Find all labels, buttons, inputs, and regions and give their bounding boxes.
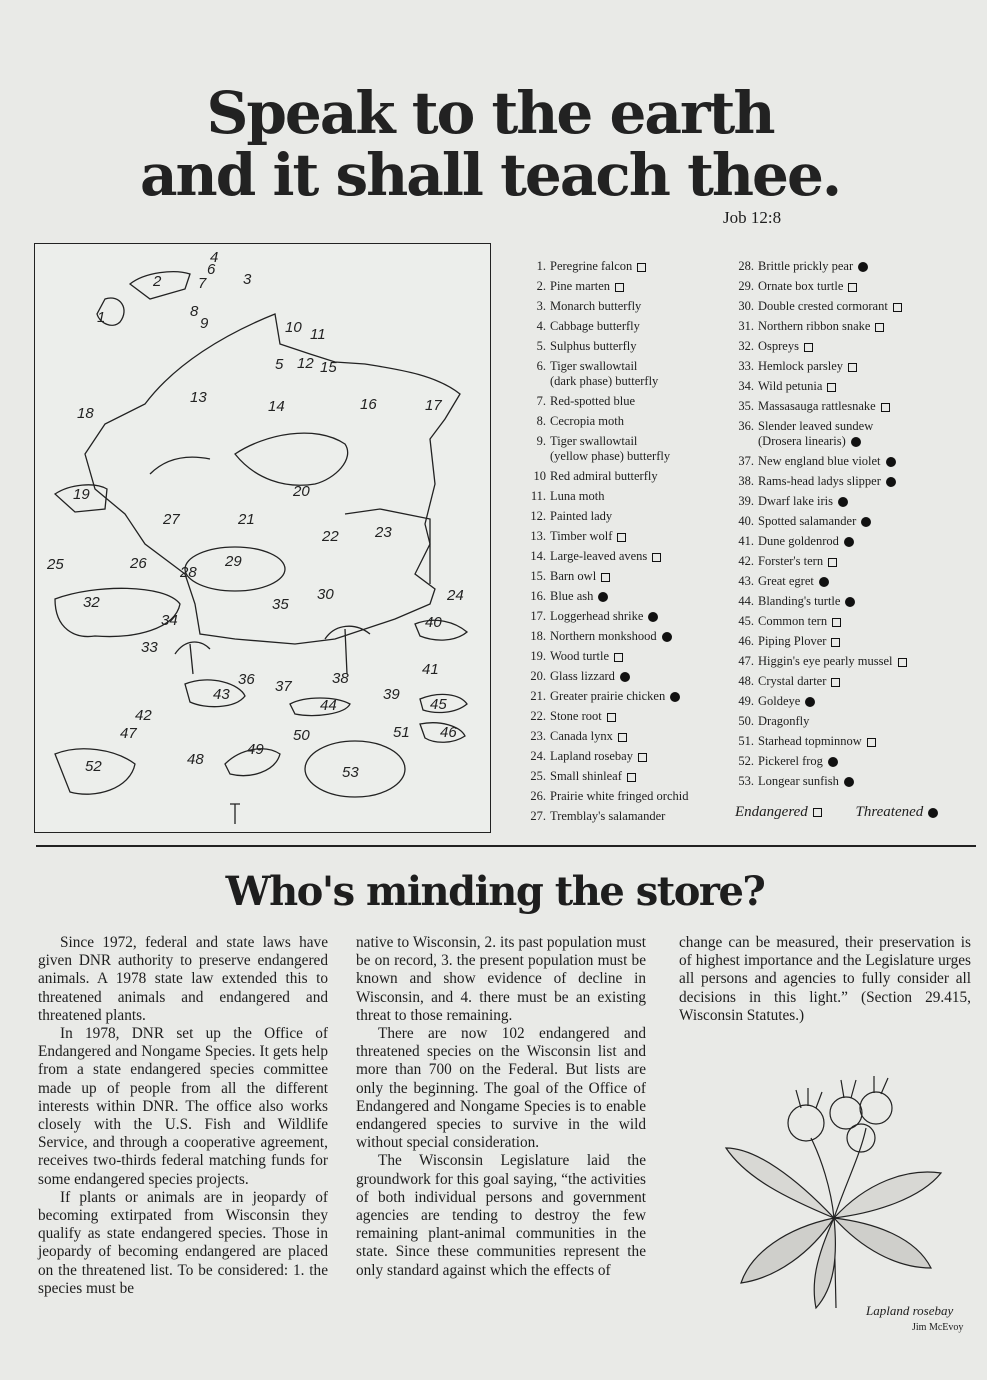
paragraph: change can be measured, their preservation is of highest importance and the Legislature urges all persons and agencies to fully consider all decisions in this light.” (Section 29.415, Wisconsin Statutes.) (679, 934, 971, 1024)
map-label: 19 (73, 486, 90, 503)
species-item (520, 809, 725, 824)
endangered-square-icon (804, 343, 813, 352)
species-item (520, 729, 725, 744)
species-item (728, 319, 968, 334)
species-item (520, 749, 725, 764)
species-item (728, 379, 968, 394)
legend-endangered-label: Endangered (735, 804, 808, 820)
legend-threatened-label: Threatened (855, 804, 924, 820)
map-label: 21 (238, 511, 255, 528)
species-item (520, 489, 725, 504)
endangered-square-icon (607, 713, 616, 722)
threatened-dot-icon (858, 262, 868, 272)
species-name: Piping Plover (758, 634, 827, 648)
species-name: Forster's tern (758, 554, 824, 568)
species-name: Loggerhead shrike (550, 609, 644, 623)
map-label: 5 (275, 356, 284, 373)
map-label: 43 (213, 686, 230, 703)
species-name: Stone root (550, 709, 602, 723)
species-name: Slender leaved sundew (Drosera linearis) (758, 419, 874, 448)
species-name: Goldeye (758, 694, 801, 708)
endangered-square-icon (827, 383, 836, 392)
species-item (520, 789, 725, 804)
species-name: Dune goldenrod (758, 534, 839, 548)
map-label: 53 (342, 764, 359, 781)
species-name: Painted lady (550, 509, 613, 523)
species-item (520, 319, 725, 334)
species-item (728, 594, 968, 609)
species-name: Ospreys (758, 339, 799, 353)
endangered-square-icon (848, 283, 857, 292)
species-number: 48. (738, 674, 754, 688)
map-label: 16 (360, 396, 377, 413)
species-number: 16. (530, 589, 546, 603)
map-label: 32 (83, 594, 100, 611)
threatened-dot-icon (648, 612, 658, 622)
species-name: Tremblay's salamander (550, 809, 666, 823)
status-legend (735, 804, 968, 821)
species-item (520, 469, 725, 484)
species-number: 29. (738, 279, 754, 293)
endangered-square-icon (893, 303, 902, 312)
species-number: 28. (738, 259, 754, 273)
species-name: Wild petunia (758, 379, 823, 393)
headline-line-1: Speak to the earth (206, 79, 774, 147)
species-number: 6. (536, 359, 546, 373)
species-number: 49. (738, 694, 754, 708)
species-item (728, 714, 968, 729)
map-label: 14 (268, 398, 285, 415)
map-label: 36 (238, 671, 255, 688)
species-number: 32. (738, 339, 754, 353)
threatened-dot-icon (662, 632, 672, 642)
species-item (520, 669, 725, 684)
illustration-credit: Jim McEvoy (912, 1322, 964, 1333)
species-number: 19. (530, 649, 546, 663)
endangered-square-icon (867, 738, 876, 747)
species-name: Blue ash (550, 589, 594, 603)
species-name: Prairie white fringed orchid (550, 789, 689, 803)
map-label: 25 (47, 556, 64, 573)
threatened-dot-icon (886, 457, 896, 467)
sundew-sketch (175, 642, 210, 674)
map-label: 17 (425, 397, 442, 414)
map-label: 28 (180, 564, 197, 581)
threatened-dot-icon (886, 477, 896, 487)
paragraph: native to Wisconsin, 2. its past population must be on record, 3. the present population must be known and show evidence of decline in Wisconsin, and 4. there must be an existing threat to those remaining. (356, 934, 646, 1024)
species-name: Massasauga rattlesnake (758, 399, 876, 413)
species-name: Northern monkshood (550, 629, 657, 643)
species-item (728, 634, 968, 649)
map-label: 24 (447, 587, 464, 604)
species-name: Blanding's turtle (758, 594, 841, 608)
threatened-dot-icon (819, 577, 829, 587)
species-number: 27. (530, 809, 546, 823)
threatened-dot-icon (861, 517, 871, 527)
map-label: 20 (293, 483, 310, 500)
species-name: Glass lizzard (550, 669, 615, 683)
threatened-dot-icon (598, 592, 608, 602)
endangered-square-icon (881, 403, 890, 412)
species-number: 40. (738, 514, 754, 528)
map-label: 8 (190, 303, 199, 320)
species-name: Northern ribbon snake (758, 319, 871, 333)
species-item (520, 769, 725, 784)
endangered-square-icon (618, 733, 627, 742)
map-label: 38 (332, 670, 349, 687)
species-number: 38. (738, 474, 754, 488)
species-item (520, 629, 725, 644)
species-number: 33. (738, 359, 754, 373)
species-number: 23. (530, 729, 546, 743)
species-name: Cabbage butterfly (550, 319, 640, 333)
species-name: Common tern (758, 614, 828, 628)
map-label: 48 (187, 751, 204, 768)
map-label: 3 (243, 271, 252, 288)
endangered-square-icon (627, 773, 636, 782)
threatened-dot-icon (805, 697, 815, 707)
species-number: 47. (738, 654, 754, 668)
endangered-square-icon (601, 573, 610, 582)
species-name: Great egret (758, 574, 814, 588)
map-label: 10 (285, 319, 302, 336)
species-item (728, 774, 968, 789)
map-label: 4 (210, 249, 219, 266)
species-number: 42. (738, 554, 754, 568)
endangered-square-icon (652, 553, 661, 562)
species-number: 9. (536, 434, 546, 448)
paragraph: Since 1972, federal and state laws have given DNR authority to preserve endangered animals. A 1978 state law extended this to threatened animals and endangered and threatened plants. (38, 934, 328, 1024)
species-name: Dwarf lake iris (758, 494, 833, 508)
headline-line-2: and it shall teach thee. (139, 141, 841, 209)
species-number: 21. (530, 689, 546, 703)
species-item (520, 649, 725, 664)
map-label: 9 (200, 315, 209, 332)
species-item (520, 609, 725, 624)
species-item (728, 574, 968, 589)
species-name: Large-leaved avens (550, 549, 648, 563)
species-item (728, 494, 968, 509)
species-number: 11. (530, 489, 546, 503)
bible-citation: Job 12:8 (723, 208, 782, 227)
map-label: 42 (135, 707, 152, 724)
endangered-square-icon (614, 653, 623, 662)
threatened-dot-icon (670, 692, 680, 702)
species-item (728, 339, 968, 354)
endangered-square-icon (898, 658, 907, 667)
map-label: 26 (130, 555, 147, 572)
species-list-left (520, 259, 725, 829)
threatened-dot-icon (838, 497, 848, 507)
threatened-dot-icon (844, 777, 854, 787)
species-list-right (728, 259, 968, 794)
endangered-square-icon (638, 753, 647, 762)
map-label: 13 (190, 389, 207, 406)
article-column-2 (356, 934, 646, 1280)
species-item (520, 299, 725, 314)
threatened-dot-icon (620, 672, 630, 682)
article-column-1 (38, 934, 328, 1298)
species-name: Luna moth (550, 489, 605, 503)
species-number: 3. (536, 299, 546, 313)
legend-threatened (856, 804, 939, 820)
threatened-dot-icon (844, 537, 854, 547)
state-outline (85, 314, 460, 644)
map-label: 23 (375, 524, 392, 541)
species-item (520, 279, 725, 294)
species-item (520, 709, 725, 724)
species-number: 31. (738, 319, 754, 333)
species-number: 24. (530, 749, 546, 763)
species-name: Starhead topminnow (758, 734, 862, 748)
species-name: Monarch butterfly (550, 299, 642, 313)
species-name: Crystal darter (758, 674, 827, 688)
species-number: 34. (738, 379, 754, 393)
species-name: Pickerel frog (758, 754, 823, 768)
species-item (728, 514, 968, 529)
species-name: Canada lynx (550, 729, 613, 743)
species-name: Pine marten (550, 279, 611, 293)
species-name: Brittle prickly pear (758, 259, 854, 273)
species-name: New england blue violet (758, 454, 881, 468)
species-number: 52. (738, 754, 754, 768)
map-label: 2 (153, 273, 162, 290)
species-name: Red-spotted blue (550, 394, 636, 408)
species-item (520, 359, 725, 389)
threatened-dot-icon (845, 597, 855, 607)
species-item (728, 614, 968, 629)
species-number: 15. (530, 569, 546, 583)
map-label: 15 (320, 359, 337, 376)
species-item (728, 754, 968, 769)
species-number: 37. (738, 454, 754, 468)
endangered-square-icon (637, 263, 646, 272)
article-column-3 (679, 934, 971, 1025)
species-number: 50. (738, 714, 754, 728)
paragraph: If plants or animals are in jeopardy of becoming extirpated from Wisconsin they qualify as state endangered species. Those in jeopardy of becoming endangered are placed on the threatened list. To be considered: 1. the species must be (38, 1188, 328, 1297)
species-number: 44. (738, 594, 754, 608)
map-label: 7 (198, 275, 207, 292)
species-item (728, 399, 968, 414)
species-item (728, 359, 968, 374)
species-name: Cecropia moth (550, 414, 624, 428)
endangered-square-icon (813, 808, 822, 817)
species-number: 5. (536, 339, 546, 353)
species-item (520, 414, 725, 429)
map-label: 37 (275, 678, 292, 695)
section-divider (36, 845, 976, 847)
species-item (728, 279, 968, 294)
species-number: 1. (536, 259, 546, 273)
endangered-square-icon (848, 363, 857, 372)
map-label: 35 (272, 596, 289, 613)
map-label: 12 (297, 355, 314, 372)
threatened-dot-icon (928, 808, 938, 818)
paragraph: In 1978, DNR set up the Office of Endangered and Nongame Species. It gets help from a state endangered species committee made up of people from all the different interests within DNR. The office also works closely with the U.S. Fish and Wildlife Service, and through a cooperative agreement, receives two-thirds federal matching funds for some endangered species projects. (38, 1025, 328, 1188)
species-item (520, 339, 725, 354)
species-name: Ornate box turtle (758, 279, 844, 293)
species-item (728, 419, 968, 449)
endangered-square-icon (831, 678, 840, 687)
species-number: 22. (530, 709, 546, 723)
threatened-dot-icon (828, 757, 838, 767)
species-number: 36. (738, 419, 754, 433)
paragraph: There are now 102 endangered and threatened species on the Wisconsin list and more than 700 on the Federal. But lists are only the beginning. The goal of the Office of Endangered and Nongame Species is to enable endangered species to survive in the wild without special consideration. (356, 1025, 646, 1152)
species-name: Small shinleaf (550, 769, 622, 783)
species-name: Tiger swallowtail (yellow phase) butterfly (550, 434, 671, 463)
species-number: 18. (530, 629, 546, 643)
headline (100, 79, 880, 209)
species-number: 17. (530, 609, 546, 623)
species-name: Spotted salamander (758, 514, 857, 528)
species-name: Lapland rosebay (550, 749, 633, 763)
species-item (728, 454, 968, 469)
threatened-dot-icon (851, 437, 861, 447)
map-label: 46 (440, 724, 457, 741)
species-number: 35. (738, 399, 754, 413)
species-item (520, 259, 725, 274)
species-name: Wood turtle (550, 649, 610, 663)
species-number: 46. (738, 634, 754, 648)
species-item (728, 474, 968, 489)
endangered-square-icon (828, 558, 837, 567)
species-number: 7. (536, 394, 546, 408)
lapland-rosebay-illustration (716, 1068, 946, 1318)
species-number: 51. (738, 734, 754, 748)
map-label: 45 (430, 696, 447, 713)
species-number: 10 (533, 469, 546, 483)
species-number: 30. (738, 299, 754, 313)
species-item (728, 259, 968, 274)
species-number: 2. (536, 279, 546, 293)
map-label: 11 (310, 326, 326, 343)
species-number: 41. (738, 534, 754, 548)
species-item (520, 434, 725, 464)
species-number: 43. (738, 574, 754, 588)
map-label: 47 (120, 725, 137, 742)
map-label: 41 (422, 661, 439, 678)
species-number: 20. (530, 669, 546, 683)
map-illustration (35, 244, 490, 832)
map-label: 40 (425, 614, 442, 631)
species-item (520, 589, 725, 604)
species-number: 14. (530, 549, 546, 563)
species-item (728, 734, 968, 749)
endangered-square-icon (875, 323, 884, 332)
species-name: Peregrine falcon (550, 259, 633, 273)
map-label: 34 (161, 612, 178, 629)
legend-endangered (735, 804, 826, 820)
species-number: 25. (530, 769, 546, 783)
species-item (520, 509, 725, 524)
map-label: 49 (247, 741, 264, 758)
species-item (728, 534, 968, 549)
species-number: 26. (530, 789, 546, 803)
species-name: Greater prairie chicken (550, 689, 666, 703)
map-label: 27 (163, 511, 180, 528)
species-name: Longear sunfish (758, 774, 839, 788)
species-name: Dragonfly (758, 714, 810, 728)
species-item (728, 299, 968, 314)
species-number: 45. (738, 614, 754, 628)
species-item (520, 689, 725, 704)
species-number: 4. (536, 319, 546, 333)
species-name: Higgin's eye pearly mussel (758, 654, 893, 668)
slipper-sketch (325, 626, 370, 674)
species-number: 12. (530, 509, 546, 523)
species-item (520, 549, 725, 564)
species-name: Hemlock parsley (758, 359, 844, 373)
species-item (728, 554, 968, 569)
map-label: 29 (225, 553, 242, 570)
species-name: Timber wolf (550, 529, 613, 543)
article-title: Who's minding the store? (225, 868, 765, 915)
species-number: 53. (738, 774, 754, 788)
species-item (520, 529, 725, 544)
species-name: Rams-head ladys slipper (758, 474, 881, 488)
map-label: 18 (77, 405, 94, 422)
map-label: 39 (383, 686, 400, 703)
species-name: Sulphus butterfly (550, 339, 637, 353)
species-number: 39. (738, 494, 754, 508)
map-label: 22 (322, 528, 339, 545)
paragraph: The Wisconsin Legislature laid the groundwork for this goal saying, “the activities of both individual persons and government agencies are tending to destroy the few remaining plant-animal communities in the state. Since these communities represent the only standard against which the effects of (356, 1152, 646, 1279)
species-name: Double crested cormorant (758, 299, 888, 313)
species-name: Tiger swallowtail (dark phase) butterfly (550, 359, 659, 388)
endangered-square-icon (617, 533, 626, 542)
endangered-square-icon (831, 638, 840, 647)
map-label: 51 (393, 724, 410, 741)
endangered-square-icon (615, 283, 624, 292)
illustration-caption: Lapland rosebay (866, 1303, 954, 1318)
species-name: Barn owl (550, 569, 597, 583)
map-label: 6 (207, 261, 216, 278)
species-name: Red admiral butterfly (550, 469, 658, 483)
species-item (520, 569, 725, 584)
map-label: 33 (141, 639, 158, 656)
map-label: 30 (317, 586, 334, 603)
species-item (728, 654, 968, 669)
map-label: 44 (320, 697, 337, 714)
wisconsin-species-map (34, 243, 491, 833)
map-label: 50 (293, 727, 310, 744)
species-number: 8. (536, 414, 546, 428)
endangered-square-icon (832, 618, 841, 627)
species-item (728, 674, 968, 689)
map-label: 52 (85, 758, 102, 775)
species-number: 13. (530, 529, 546, 543)
species-item (728, 694, 968, 709)
species-item (520, 394, 725, 409)
map-label: 1 (97, 309, 106, 326)
